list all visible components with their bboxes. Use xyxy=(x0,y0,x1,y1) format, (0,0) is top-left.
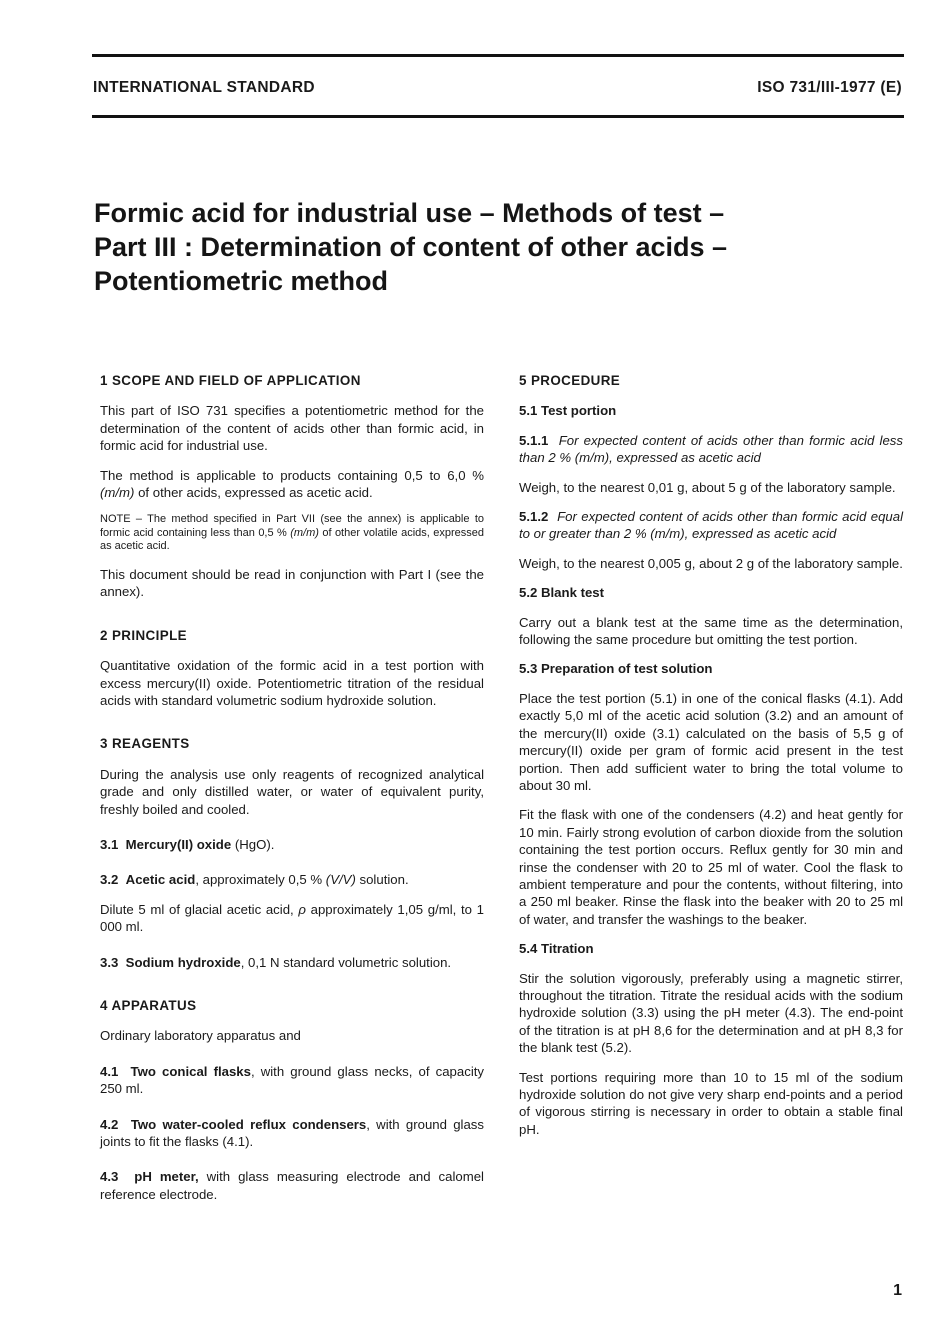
document-type: INTERNATIONAL STANDARD xyxy=(93,79,315,96)
section-5-heading: 5 PROCEDURE xyxy=(519,373,621,388)
blank-test-paragraph: Carry out a blank test at the same time as the determination, following the same procedure but omitting the test portion. xyxy=(519,614,903,648)
section-3-heading: 3 REAGENTS xyxy=(100,736,190,752)
reagent-3-3: 3.3 Sodium hydroxide, 0,1 N standard volumetric solution. xyxy=(100,954,452,970)
standard-number: ISO 731/III-1977 (E) xyxy=(757,79,902,96)
apparatus-4-1: 4.1 Two conical flasks, with ground glass necks, of capacity 250 ml. xyxy=(100,1063,485,1097)
scope-paragraph: This part of ISO 731 specifies a potentiometric method for the determination of the content of acids other than formic acid, in formic acid for industrial use. xyxy=(100,403,484,454)
section-1-heading: 1 SCOPE AND FIELD OF APPLICATION xyxy=(100,373,361,388)
titration-paragraph-1: Stir the solution vigorously, preferably using a magnetic stirrer, throughout the titration. Titrate the residual acids with the sodium hydroxide solution (3.3) using the pH meter (4.3). The end-point of the titration is at pH 8,6 for the determination and at pH 8,3 for the blank test (5.2). xyxy=(519,970,903,1056)
apparatus-4-3: 4.3 pH meter, with glass measuring electrode and calomel reference electrode. xyxy=(100,1169,484,1202)
preparation-paragraph-2: Fit the flask with one of the condensers (4.2) and heat gently for 10 min. Fairly strong evolution of carbon dioxide from the solution containing the test portion occurs. Reflux gently for 30 min and rinse the condenser with 20 to 25 ml of water. Cool the flask to ambient temperature and pour the contents, without filtering, into a 250 ml beaker. Rinse the flask into the beaker with 20 to 25 ml of water, and transfer the washings to the beaker. xyxy=(519,807,903,927)
clause-5-1-1-weigh: Weigh, to the nearest 0,01 g, about 5 g of the laboratory sample. xyxy=(519,479,896,495)
title-line-1: Formic acid for industrial use – Methods of test – xyxy=(94,198,725,228)
header-bottom-rule xyxy=(92,115,904,118)
clause-5-1-1: 5.1.1 For expected content of acids other than formic acid less than 2 % (m/m), expressed as acetic acid xyxy=(519,432,903,466)
page-title xyxy=(94,196,854,298)
apparatus-4-2: 4.2 Two water-cooled reflux condensers, with ground glass joints to fit the flasks (4.1). xyxy=(100,1116,484,1150)
preparation-paragraph-1: Place the test portion (5.1) in one of the conical flasks (4.1). Add exactly 5,0 ml of the acetic acid solution (3.2) and an amount of the mercury(II) oxide (3.1) calculated on the basis of 5,5 g of mercury(II) oxide per gram of formic acid present in the test portion. Then add sufficient water to bring the total volume to about 30 ml. xyxy=(519,690,903,793)
reagent-3-2: 3.2 Acetic acid, approximately 0,5 % (V/V) solution. xyxy=(100,872,409,888)
reagent-3-2-dilution: Dilute 5 ml of glacial acetic acid, ρ approximately 1,05 g/ml, to 1 000 ml. xyxy=(100,901,484,935)
apparatus-paragraph: Ordinary laboratory apparatus and xyxy=(100,1028,301,1044)
title-line-3: Potentiometric method xyxy=(94,266,389,296)
page-number: 1 xyxy=(893,1282,902,1299)
principle-paragraph: Quantitative oxidation of the formic acid in a test portion with excess mercury(II) oxide. Potentiometric titration of the residual acids with standard volumetric sodium hydroxide solution. xyxy=(100,658,484,708)
section-2-heading: 2 PRINCIPLE xyxy=(100,627,187,643)
clause-5-1-2: 5.1.2 For expected content of acids other than formic acid equal to or greater than 2 % (m/m), expressed as acetic acid xyxy=(519,509,904,542)
applicability-paragraph: The method is applicable to products containing 0,5 to 6,0 % (m/m) of other acids, expressed as acetic acid. xyxy=(100,467,484,501)
title-line-2: Part III : Determination of content of other acids – xyxy=(94,232,728,262)
left-column xyxy=(100,372,484,1215)
right-column xyxy=(519,372,903,1150)
clause-5-1-2-weigh: Weigh, to the nearest 0,005 g, about 2 g of the laboratory sample. xyxy=(519,555,903,571)
section-5-3-heading: 5.3 Preparation of test solution xyxy=(519,661,713,677)
note-paragraph: NOTE – The method specified in Part VII (see the annex) is applicable to formic acid containing less than 0,5 % (m/m) of other volatile acids, expressed as acetic acid. xyxy=(100,513,484,553)
titration-paragraph-2: Test portions requiring more than 10 to 15 ml of the sodium hydroxide solution do not give very sharp end-points and a period of vigorous stirring is necessary in order to obtain a stable final pH. xyxy=(519,1069,903,1137)
reagent-3-1: 3.1 Mercury(II) oxide (HgO). xyxy=(100,837,275,852)
section-5-4-heading: 5.4 Titration xyxy=(519,941,594,957)
header-top-rule xyxy=(92,54,904,57)
section-4-heading: 4 APPARATUS xyxy=(100,998,197,1014)
conjunction-paragraph: This document should be read in conjunction with Part I (see the annex). xyxy=(100,566,484,600)
reagents-paragraph: During the analysis use only reagents of recognized analytical grade and only distilled water, or water of equivalent purity, freshly boiled and cooled. xyxy=(100,766,484,817)
section-5-2-heading: 5.2 Blank test xyxy=(519,585,605,601)
section-5-1-heading: 5.1 Test portion xyxy=(519,403,617,419)
